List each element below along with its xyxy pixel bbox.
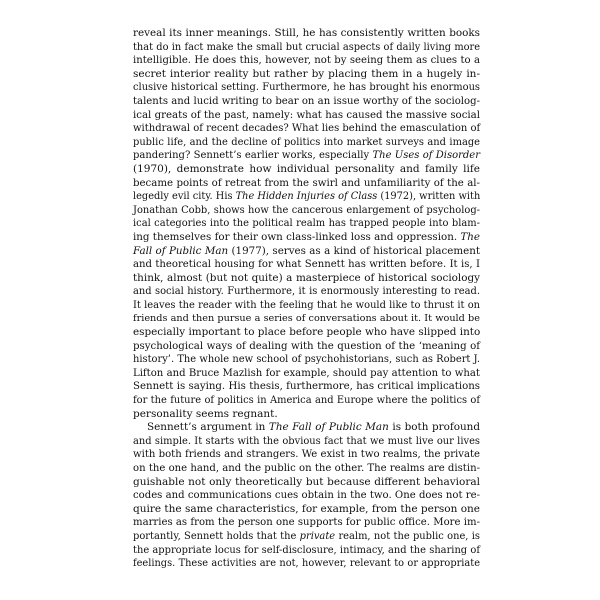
text-line (133, 353, 480, 367)
text-run: ical greats of the past, namely: what has caused the massive social (133, 109, 480, 121)
text-run: public life, and the decline of politics into market surveys and image (133, 136, 480, 148)
text-run: legedly evil city. His (133, 191, 236, 203)
text-run: codes and communications cues obtain in the two. One does not re- (133, 490, 480, 502)
text-run: (1977), serves as a kind of historical placement (228, 244, 480, 257)
text-run: Jonathan Cobb, shows how the cancerous enlargement of psycholog- (133, 204, 480, 216)
text-run: pandering? Sennett’s earlier works, especially (133, 150, 373, 162)
italic-title: Fall of Public Man (133, 244, 229, 257)
text-line (133, 245, 480, 259)
italic-title: The Fall of Public Man (268, 421, 389, 434)
text-line (133, 462, 480, 476)
text-run: history’. The whole new school of psychohistorians, such as Robert J. (133, 354, 480, 366)
text-run: (1972), written with (377, 191, 481, 203)
text-run: friends and then pursue a series of conversations about it. It would be (133, 313, 480, 325)
text-line (133, 27, 480, 41)
text-run: clusive historical setting. Furthermore, he has brought his enormous (133, 82, 480, 94)
text-run: especially important to place before people who have slipped into (133, 326, 481, 339)
text-run: realm, not the public one, is (335, 530, 480, 542)
paragraph-first-line (133, 421, 480, 435)
text-line (133, 285, 480, 299)
text-run: psychological ways of dealing with the question of the ‘meaning of (133, 340, 480, 352)
italic-title: The Hidden Injuries of Class (235, 191, 378, 203)
text-line (133, 81, 480, 95)
text-run: that do in fact make the small but crucial aspects of daily living more (133, 41, 480, 53)
text-line (133, 54, 480, 68)
text-line (133, 503, 480, 517)
text-line (133, 272, 480, 286)
text-line (133, 489, 480, 503)
text-run: intelligible. He does this, however, not by seeing them as clues to a (133, 55, 480, 67)
text-run: ing themselves for their own class-linked loss and oppression. (133, 230, 461, 243)
text-line (133, 163, 480, 177)
text-line (133, 448, 480, 462)
italic-title: private (299, 530, 336, 542)
text-run: feelings. These activities are not, however, relevant to or appropriate (133, 558, 480, 570)
text-line (133, 177, 480, 191)
text-run: secret interior reality but rather by placing them in a hugely in- (133, 67, 480, 80)
text-line (133, 516, 480, 530)
text-line (133, 149, 480, 163)
text-run: quire the same characteristics, for example, from the person one (133, 502, 480, 515)
text-line (133, 109, 480, 123)
text-run: for the future of politics in America and Europe where the politics of (133, 395, 480, 407)
text-run: Sennett is saying. His thesis, furthermore, has critical implications (133, 381, 480, 393)
text-run: and social history. Furthermore, it is enormously interesting to read. (133, 286, 480, 298)
text-run: and simple. It starts with the obvious fact that we must live our lives (133, 435, 480, 447)
text-line (133, 544, 480, 558)
text-line (133, 204, 480, 218)
italic-title: The (460, 230, 480, 243)
text-run: and theoretical housing for what Sennett has written before. It is, I (133, 259, 480, 271)
document-page (133, 27, 480, 571)
text-line (133, 190, 480, 204)
text-line (133, 367, 480, 381)
text-run: Lifton and Bruce Mazlish for example, should pay attention to what (133, 367, 480, 379)
text-run: the appropriate locus for self-disclosure, intimacy, and the sharing of (133, 544, 480, 556)
text-run: with both friends and strangers. We exist in two realms, the private (133, 449, 480, 461)
text-run: ical categories into the political realm has trapped people into blam- (133, 218, 480, 230)
text-line (133, 326, 480, 340)
text-line (133, 136, 480, 150)
text-line (133, 394, 480, 408)
text-line (133, 408, 480, 422)
text-run: reveal its inner meanings. Still, he has consistently written books (133, 27, 480, 39)
text-run: It leaves the reader with the feeling that he would like to thrust it on (133, 299, 480, 311)
text-line (133, 122, 480, 136)
text-run: is both profound (388, 421, 480, 434)
text-line (133, 530, 480, 544)
text-line (133, 299, 480, 313)
text-line (133, 41, 480, 55)
text-line (133, 476, 480, 490)
text-line (133, 231, 480, 245)
italic-title: The Uses of Disorder (372, 150, 480, 162)
text-line (133, 380, 480, 394)
text-run: talents and lucid writing to bear on an issue worthy of the sociolog- (133, 95, 480, 107)
text-line (133, 435, 480, 449)
text-run: personality seems regnant. (133, 407, 278, 420)
text-line (133, 312, 480, 326)
text-run: marries as from the person one supports for public office. More im- (133, 517, 480, 529)
text-line (133, 557, 480, 571)
text-run: portantly, Sennett holds that the (133, 530, 300, 542)
text-line (133, 217, 480, 231)
text-line (133, 258, 480, 272)
text-run: on the one hand, and the public on the other. The realms are distin- (133, 463, 480, 474)
text-run: think, almost (but not quite) a masterpiece of historical sociology (133, 271, 480, 284)
text-run: Sennett’s argument in (147, 421, 269, 434)
text-run: withdrawal of recent decades? What lies behind the emasculation of (133, 123, 481, 135)
text-run: (1970), demonstrate how individual personality and family life (133, 162, 480, 175)
text-line (133, 95, 480, 109)
text-run: became points of retreat from the swirl and unfamiliarity of the al- (133, 177, 480, 189)
text-line (133, 340, 480, 354)
text-line (133, 68, 480, 82)
text-run: guishable not only theoretically but because different behavioral (133, 475, 480, 488)
